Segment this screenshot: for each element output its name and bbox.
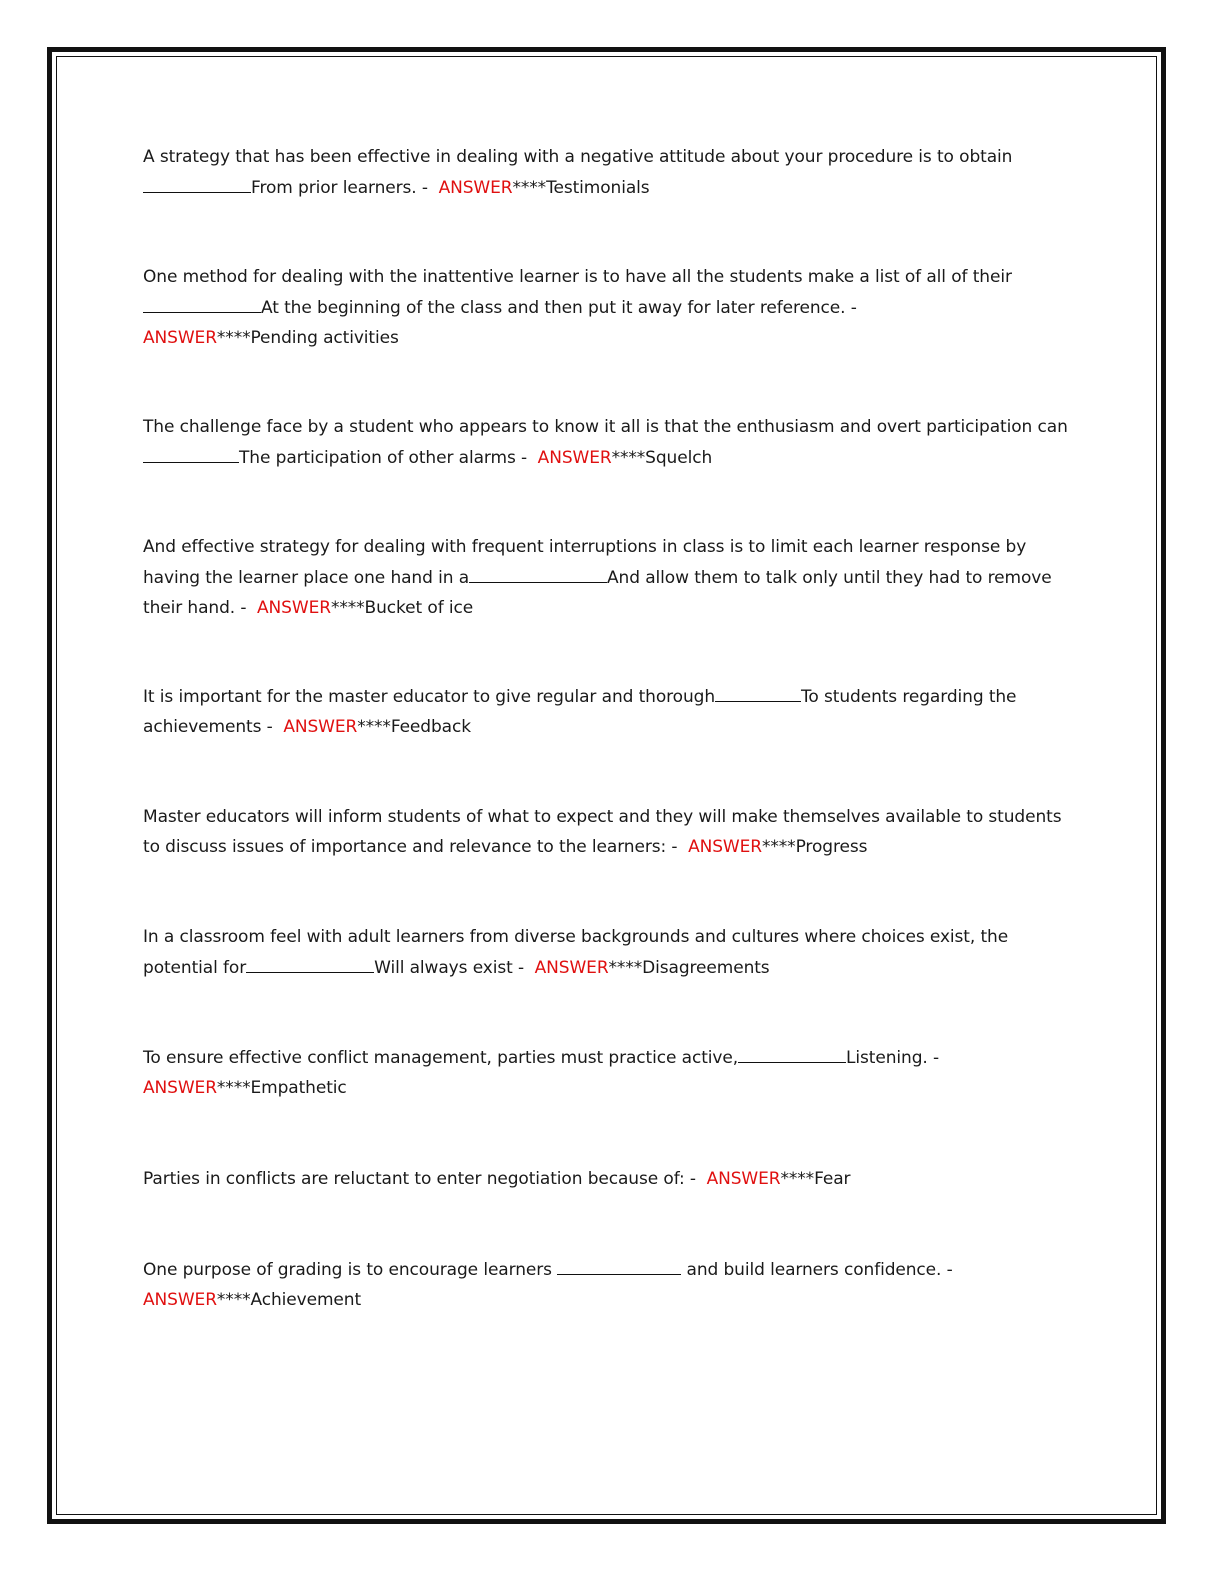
answer-4-label: ANSWER <box>257 598 331 618</box>
answer-6-text: ****Progress <box>761 837 868 857</box>
answer-3-text: ****Squelch <box>611 448 713 468</box>
question-4-blank <box>469 562 607 583</box>
answer-9-label: ANSWER <box>706 1169 781 1189</box>
question-2-blank <box>143 292 261 313</box>
question-7-blank <box>246 952 374 973</box>
question-9-text: Parties in conflicts are reluctant to enter negotiation because of: - <box>143 1169 702 1189</box>
question-1-blank <box>143 172 251 193</box>
question-2 <box>143 262 1083 353</box>
question-1 <box>143 142 1083 203</box>
answer-10-text: ****Achievement <box>216 1290 362 1310</box>
question-7 <box>143 922 1083 983</box>
answer-1-text: ****Testimonials <box>512 178 650 198</box>
answer-5-label: ANSWER <box>283 717 358 737</box>
question-1-text: A strategy that has been effective in dealing with a negative attitude about your procedure is to obtain <box>143 147 1013 167</box>
question-3-text-after: The participation of other alarms - <box>239 448 533 468</box>
question-7-text-after: Will always exist - <box>374 958 530 978</box>
question-6 <box>143 802 1083 862</box>
question-10-blank <box>557 1254 681 1275</box>
answer-7-text: ****Disagreements <box>608 958 770 978</box>
question-8-text-after: Listening. - <box>846 1048 940 1068</box>
question-4-text-after: And allow them to talk only until they had to remove their hand. - <box>143 568 1052 618</box>
question-3-blank <box>143 442 239 463</box>
question-8-text: To ensure effective conflict management, parties must practice active, <box>143 1048 739 1068</box>
question-10 <box>143 1254 1083 1315</box>
answer-9-text: ****Fear <box>780 1169 851 1189</box>
question-8 <box>143 1042 1083 1103</box>
answer-8-label: ANSWER <box>143 1078 217 1098</box>
question-10-text: One purpose of grading is to encourage learners <box>143 1260 558 1280</box>
question-5 <box>143 681 1083 742</box>
question-10-text-after: and build learners confidence. - <box>681 1260 953 1280</box>
question-5-text-after: To students regarding the achievements - <box>143 687 1017 737</box>
question-2-text-after: At the beginning of the class and then put it away for later reference. - <box>261 298 857 318</box>
question-3-text: The challenge face by a student who appears to know it all is that the enthusiasm and overt participation can <box>143 417 1068 437</box>
answer-10-label: ANSWER <box>143 1290 217 1310</box>
question-3 <box>143 412 1083 473</box>
question-1-text-after: From prior learners. - <box>251 178 434 198</box>
answer-6-label: ANSWER <box>688 837 762 857</box>
question-8-blank <box>738 1042 846 1063</box>
question-5-blank <box>715 681 801 702</box>
question-6-text: Master educators will inform students of what to expect and they will make themselves available to students to discuss issues of importance and relevance to the learners: - <box>143 807 1062 857</box>
answer-8-text: ****Empathetic <box>216 1078 347 1098</box>
question-5-text: It is important for the master educator to give regular and thorough <box>143 687 716 707</box>
answer-7-label: ANSWER <box>534 958 609 978</box>
answer-5-text: ****Feedback <box>357 717 471 737</box>
question-2-text: One method for dealing with the inattentive learner is to have all the students make a list of all of their <box>143 267 1012 287</box>
question-4-text: And effective strategy for dealing with frequent interruptions in class is to limit each learner response by having the learner place one hand in a <box>143 537 1027 588</box>
answer-4-text: ****Bucket of ice <box>330 598 474 618</box>
question-7-text: In a classroom feel with adult learners from diverse backgrounds and cultures where choices exist, the potential for <box>143 927 1009 978</box>
question-4 <box>143 532 1083 623</box>
answer-1-label: ANSWER <box>438 178 513 198</box>
answer-2-label: ANSWER <box>143 328 217 348</box>
answer-3-label: ANSWER <box>537 448 612 468</box>
answer-2-text: ****Pending activities <box>216 328 399 348</box>
question-9 <box>143 1164 1083 1194</box>
